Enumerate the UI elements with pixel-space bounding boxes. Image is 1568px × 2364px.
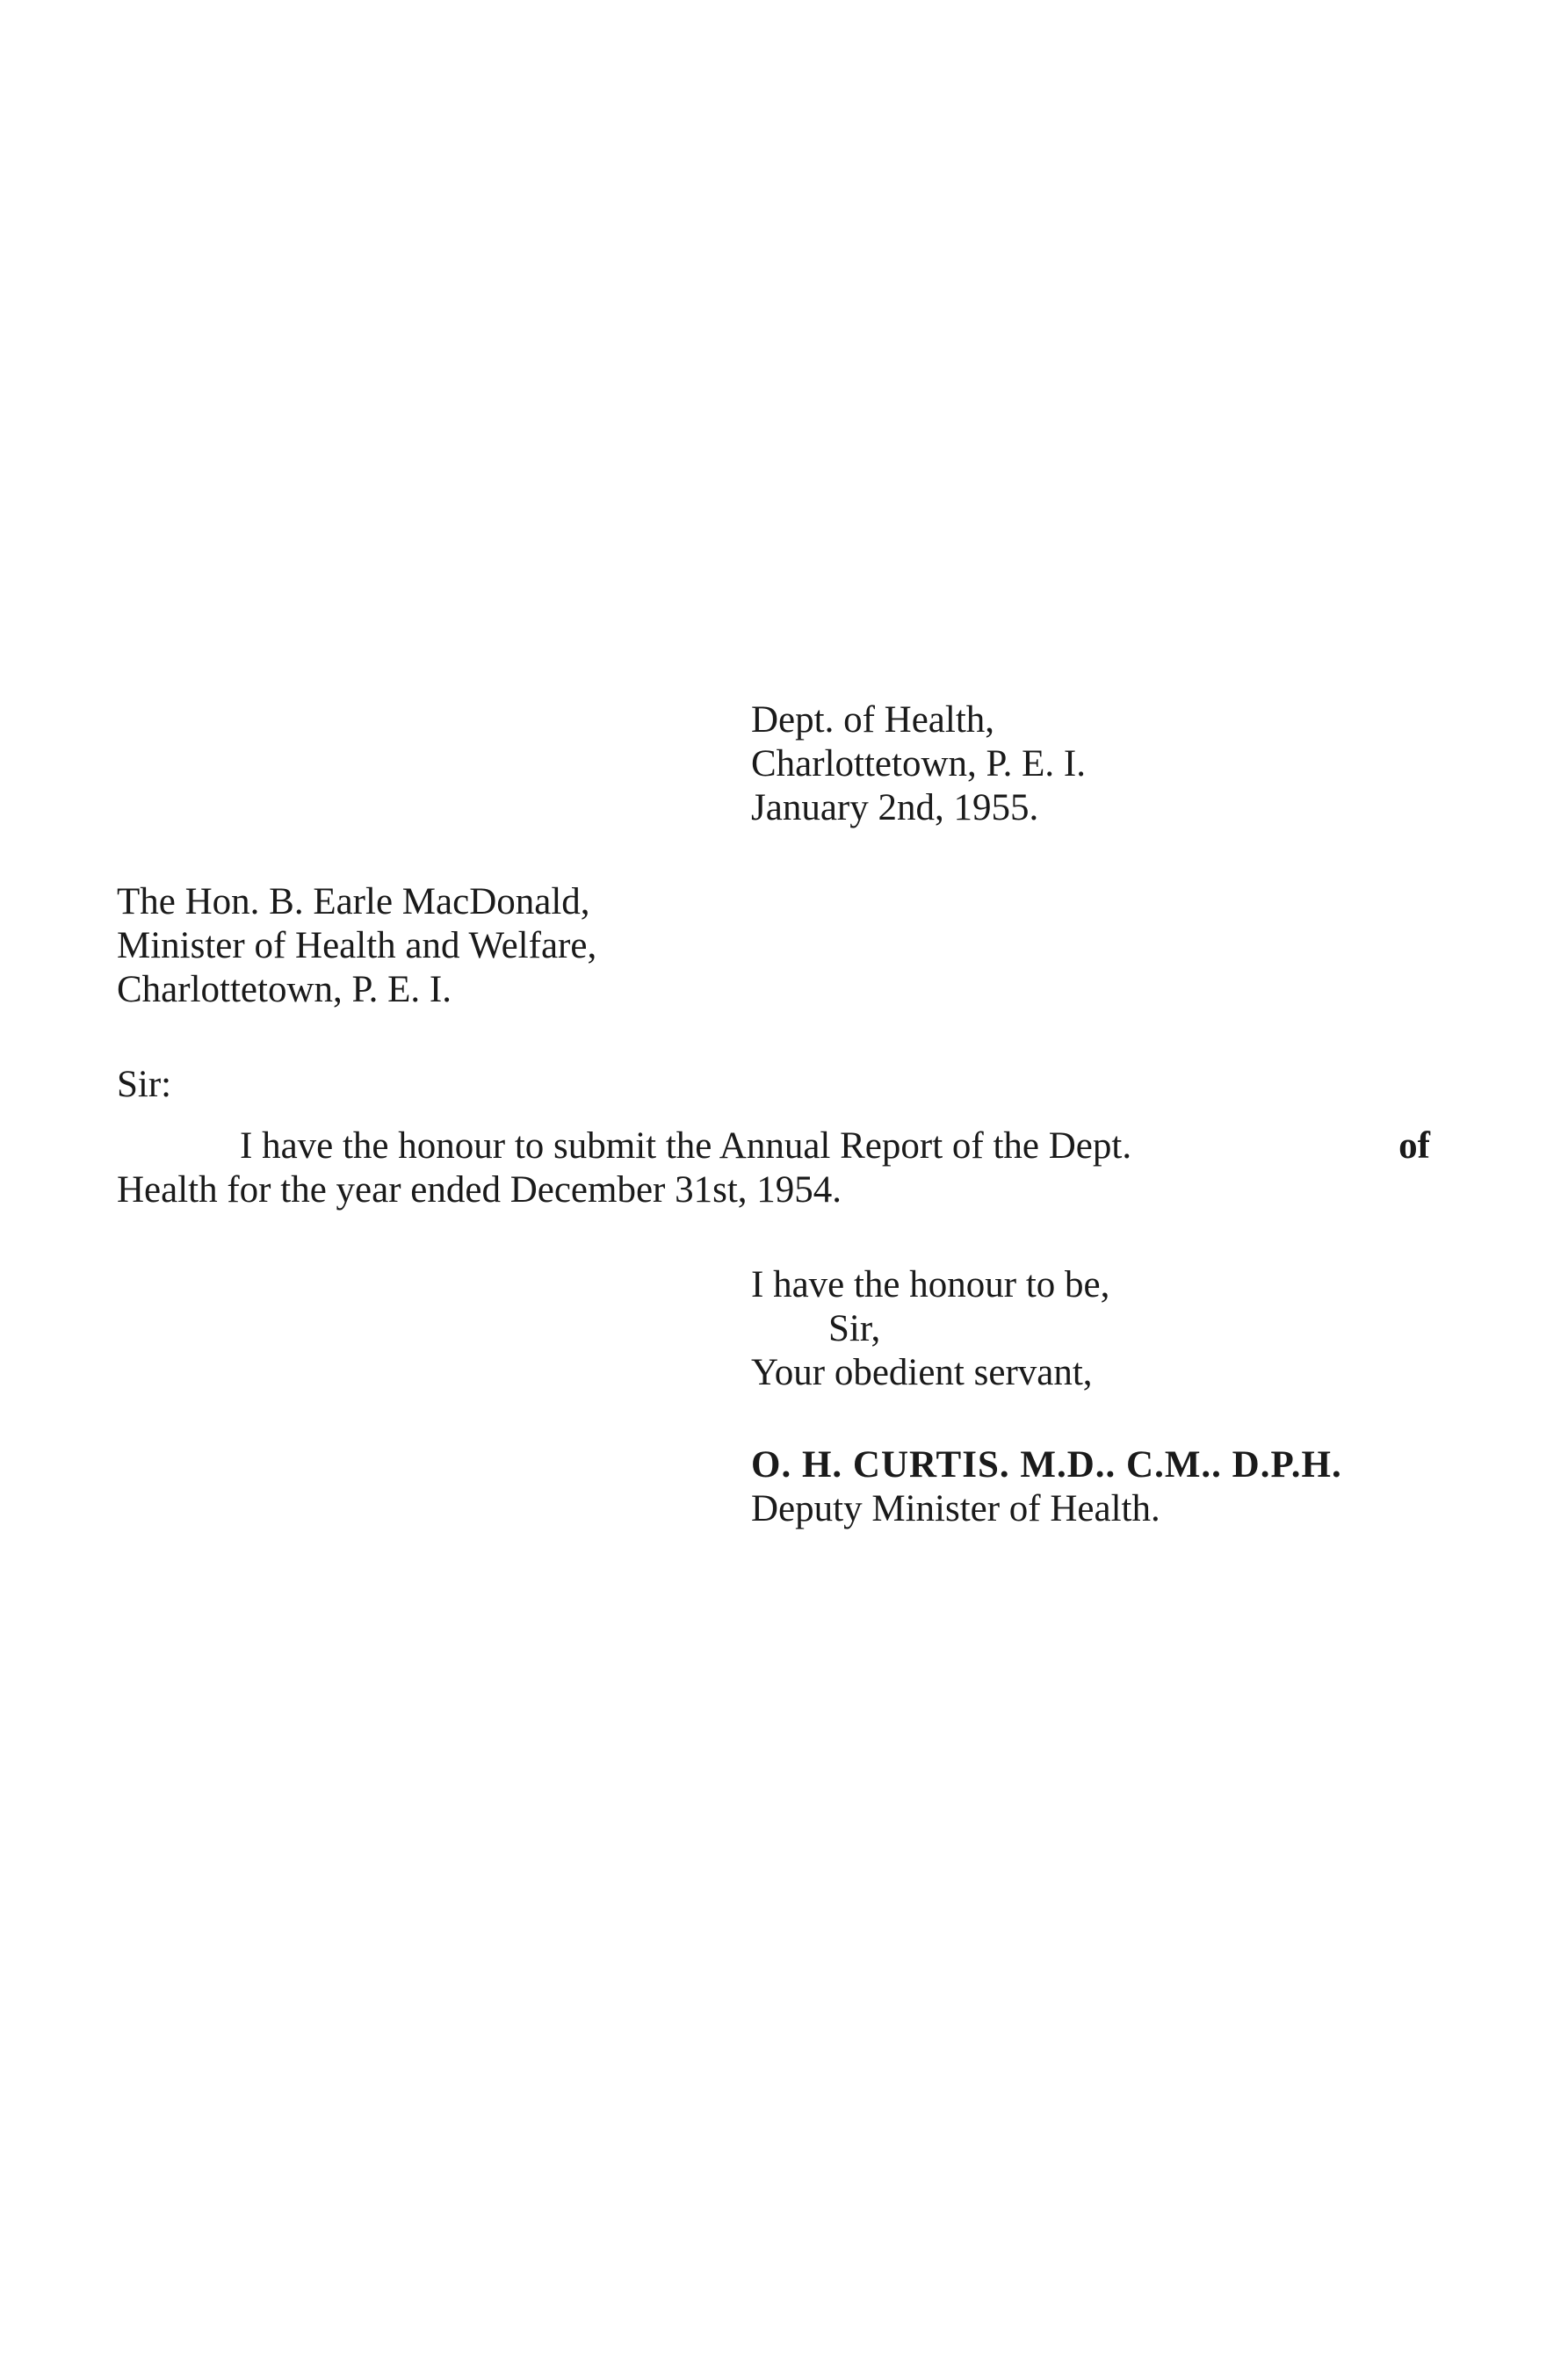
recipient-address [117, 880, 596, 1012]
recipient-name: The Hon. B. Earle MacDonald, [117, 881, 590, 922]
recipient-city: Charlottetown, P. E. I. [117, 969, 452, 1010]
salutation: Sir: [117, 1064, 172, 1105]
body-line-1-tail: of [1398, 1125, 1430, 1167]
body-line-2: Health for the year ended December 31st, 1954. [117, 1169, 842, 1211]
sender-line-city: Charlottetown, P. E. I. [751, 743, 1086, 784]
closing-block [751, 1263, 1109, 1395]
body-paragraph [117, 1124, 1430, 1212]
body-line-1 [117, 1124, 1430, 1168]
closing-line-1: I have the honour to be, [751, 1264, 1110, 1305]
signature-block [751, 1443, 1342, 1531]
signatory-title: Deputy Minister of Health. [751, 1488, 1160, 1529]
letter-date: January 2nd, 1955. [751, 787, 1039, 828]
body-line-1-text: I have the honour to submit the Annual Report of the Dept. [240, 1125, 1132, 1167]
sender-line-department: Dept. of Health, [751, 699, 995, 741]
sender-address [751, 698, 1086, 830]
signatory-name: O. H. CURTIS. M.D.. C.M.. D.P.H. [751, 1444, 1342, 1486]
closing-line-3: Your obedient servant, [751, 1352, 1093, 1393]
closing-line-2: Sir, [828, 1308, 881, 1349]
recipient-title: Minister of Health and Welfare, [117, 925, 597, 966]
